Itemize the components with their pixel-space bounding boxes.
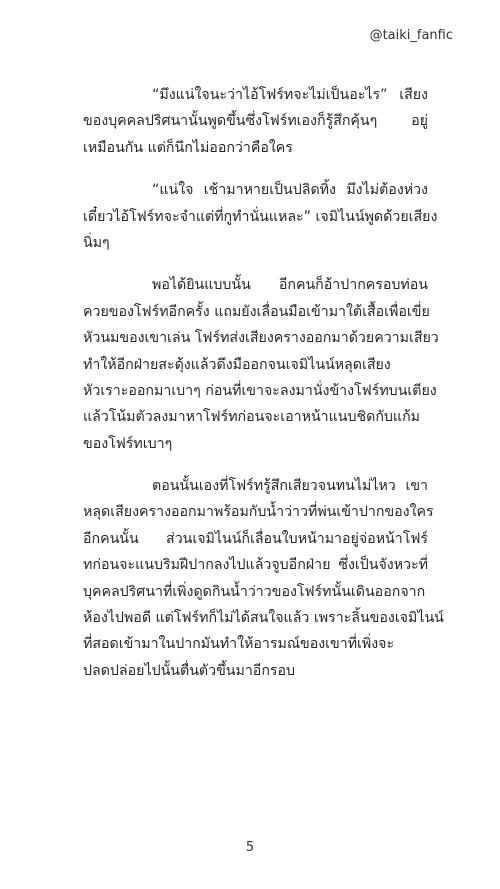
- text-line: ควยของโฟร์ทอีกครั้ง แถมยังเลื่อนมือเข้ามาใต้เสื้อเพื่อเขี่ย: [83, 303, 430, 320]
- text-line: แล้วโน้มตัวลงมาหาโฟร์ทก่อนจะเอาหน้าแนบชิดกับแก้ม: [83, 409, 421, 426]
- text-line: ของบุคคลปริศนานั้นพูดขึ้นซึ่งโฟร์ทเองก็รู้สึกคุ้นๆ อยู่: [83, 113, 428, 130]
- page-number: 5: [245, 840, 255, 855]
- text-line: หลุดเสียงครางออกมาพร้อมกับน้ำว่าวที่พ่นเข้าปากของใคร: [83, 504, 434, 521]
- story-body: [83, 82, 444, 700]
- text-line: “มึงแน่ใจนะว่าไอ้โฟร์ทจะไม่เป็นอะไร” เสียง: [152, 87, 428, 103]
- text-line: หัวเราะออกมาเบาๆ ก่อนที่เขาจะลงมานั่งข้างโฟร์ทบนเตียง: [83, 382, 437, 399]
- text-line: พอได้ยินแบบนั้น อีกคนก็อ้าปากครอบท่อน: [152, 277, 428, 294]
- text-line: เดี๋ยวไอ้โฟร์ทจะจำแต่ที่กูทำนั่นแหละ” เจมิไนน์พูดด้วยเสียง: [83, 208, 438, 225]
- text-line: เหมือนกัน แต่ก็นึกไม่ออกว่าคือใคร: [83, 139, 293, 156]
- text-line: ที่สอดเข้ามาในปากมันทำให้อารมณ์ของเขาที่เพิ่งจะ: [83, 636, 395, 653]
- text-line: “แน่ใจ เช้ามาหายเป็นปลิดทิ้ง มึงไม่ต้องห่วง: [152, 182, 428, 199]
- text-line: ของโฟร์ทเบาๆ: [83, 435, 173, 452]
- text-line: นิ่มๆ: [83, 234, 110, 251]
- paragraph-2: [83, 177, 438, 256]
- text-line: หัวนมของเขาเล่น โฟร์ทส่งเสียงครางออกมาด้วยความเสียว: [83, 330, 439, 347]
- text-line: ทก่อนจะแนบริมฝีปากลงไปแล้วจูบอีกฝ่าย ซึ่งเป็นจังหวะที่: [83, 557, 428, 574]
- author-handle: @taiki_fanfic: [369, 28, 453, 43]
- text-line: ปลดปล่อยไปนั้นตื่นตัวขึ้นมาอีกรอบ: [83, 662, 296, 679]
- text-line: บุคคลปริศนาที่เพิ่งดูดกินน้ำว่าวของโฟร์ทนั้นเดินออกจาก: [83, 583, 426, 600]
- paragraph-3: [83, 272, 439, 457]
- paragraph-1: [83, 82, 428, 161]
- paragraph-4: [83, 473, 444, 684]
- text-line: ตอนนั้นเองที่โฟร์ทรู้สึกเสียวจนทนไม่ไหว เขา: [152, 478, 428, 495]
- text-line: อีกคนนั้น ส่วนเจมิไนน์ก็เลื่อนใบหน้ามาอยู่จ่อหน้าโฟร์: [83, 530, 428, 547]
- text-line: ทำให้อีกฝ่ายสะดุ้งแล้วดึงมืออกจนเจมิไนน์หลุดเสียง: [83, 356, 391, 373]
- text-line: ห้องไปพอดี แต่โฟร์ทก็ไม่ได้สนใจแล้ว เพราะลิ้นของเจมิไนน์: [83, 610, 444, 627]
